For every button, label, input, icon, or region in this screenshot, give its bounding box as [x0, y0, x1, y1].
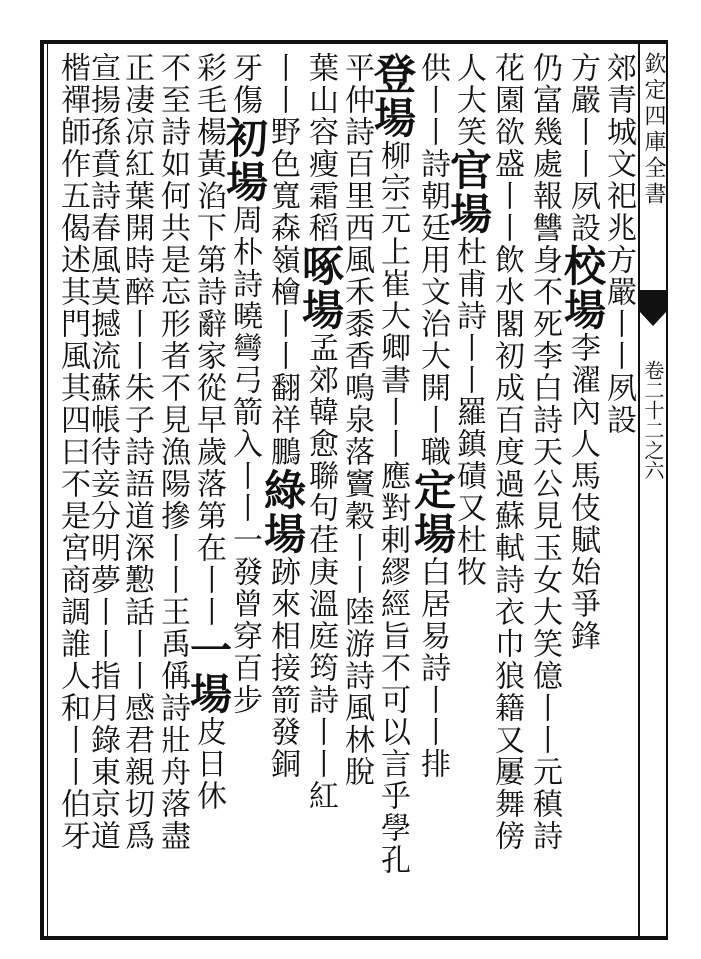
column-text: 李濯內人馬伎賦始爭鋒	[565, 332, 600, 652]
column-text: 平仲詩百里西風禾黍香鳴泉落竇穀丨丨陸游詩風林脫	[339, 52, 374, 788]
border-left	[40, 40, 44, 940]
column-text: 供丨丨詩朝廷用文治大開丨職	[415, 52, 450, 468]
column-text: 葉山容瘦霜稻	[303, 52, 338, 244]
column-text: 楷禪師作五偈述其門風其四曰不是宮商調誰人和丨丨伯牙	[55, 52, 90, 852]
volume-label: 卷二十二之六	[641, 360, 665, 480]
column-text: 柳宗元上崔大卿書丨丨應對剌繆經旨不可以言乎學孔	[375, 140, 410, 876]
border-left-inner	[47, 40, 48, 940]
column-text: 白居易詩丨丨排	[415, 556, 450, 780]
column-text: 人大笑	[451, 52, 486, 148]
column-text: 孟郊韓愈聯句荏庚溫庭筠詩丨丨紅	[303, 332, 338, 812]
column-text: 郊青城文祀兆方嚴丨丨夙設	[601, 52, 636, 436]
column-text: 不至詩如何共是忘形者不見漁陽摻丨丨王禹偁詩壯舟落盡	[155, 52, 190, 852]
book-title: 欽定四庫全書	[641, 52, 666, 208]
column-text: 跡來相接箭發銅	[265, 556, 300, 780]
headword: 一場	[184, 628, 233, 716]
column-text: 正凄凉紅葉開時醉丨丨朱子詩語道深懃話丨丨感君親切爲	[119, 52, 154, 852]
border-bottom	[40, 936, 666, 940]
column-text: 方嚴丨丨夙設	[565, 52, 600, 244]
column-text: 杜甫詩丨丨羅鎮磧又杜牧	[451, 236, 486, 588]
column-text: 宣揚孫賁詩春風莫撼流蘇帳待妾分明夢丨丨指月錄東京道	[85, 52, 120, 852]
column-text: 牙傷	[227, 52, 262, 116]
column-text: 周朴詩曉彎弓箭入丨丨一發曾穿百步	[227, 204, 262, 716]
column-text: 皮日休	[191, 716, 226, 812]
headword: 綠場	[258, 468, 307, 556]
headword: 定場	[408, 468, 457, 556]
margin-rule-right	[666, 40, 668, 940]
column-text: 花園欲盛丨丨飲水閣初成百度過蘇軾詩衣巾狼籍又屢舞傍	[489, 52, 524, 852]
headword: 啄場	[296, 244, 345, 332]
headword: 登場	[368, 52, 417, 140]
column-text: 仍富幾處報讐身不死李白詩天公見玉女大笑億丨丨元稹詩	[527, 52, 562, 852]
headword: 官場	[444, 148, 493, 236]
text-column-16	[50, 52, 94, 932]
headword: 校場	[558, 244, 607, 332]
headword: 初場	[220, 116, 269, 204]
text-column-3	[522, 52, 566, 932]
column-text: 丨丨野色寬森嶺檜丨丨翻祥鵬	[265, 52, 300, 468]
text-column-6	[408, 52, 457, 932]
text-column-2	[558, 52, 607, 932]
column-text: 彩毛楊黃淊下第詩辭家從早歲落第在丨丨	[191, 52, 226, 628]
border-top	[40, 40, 666, 44]
